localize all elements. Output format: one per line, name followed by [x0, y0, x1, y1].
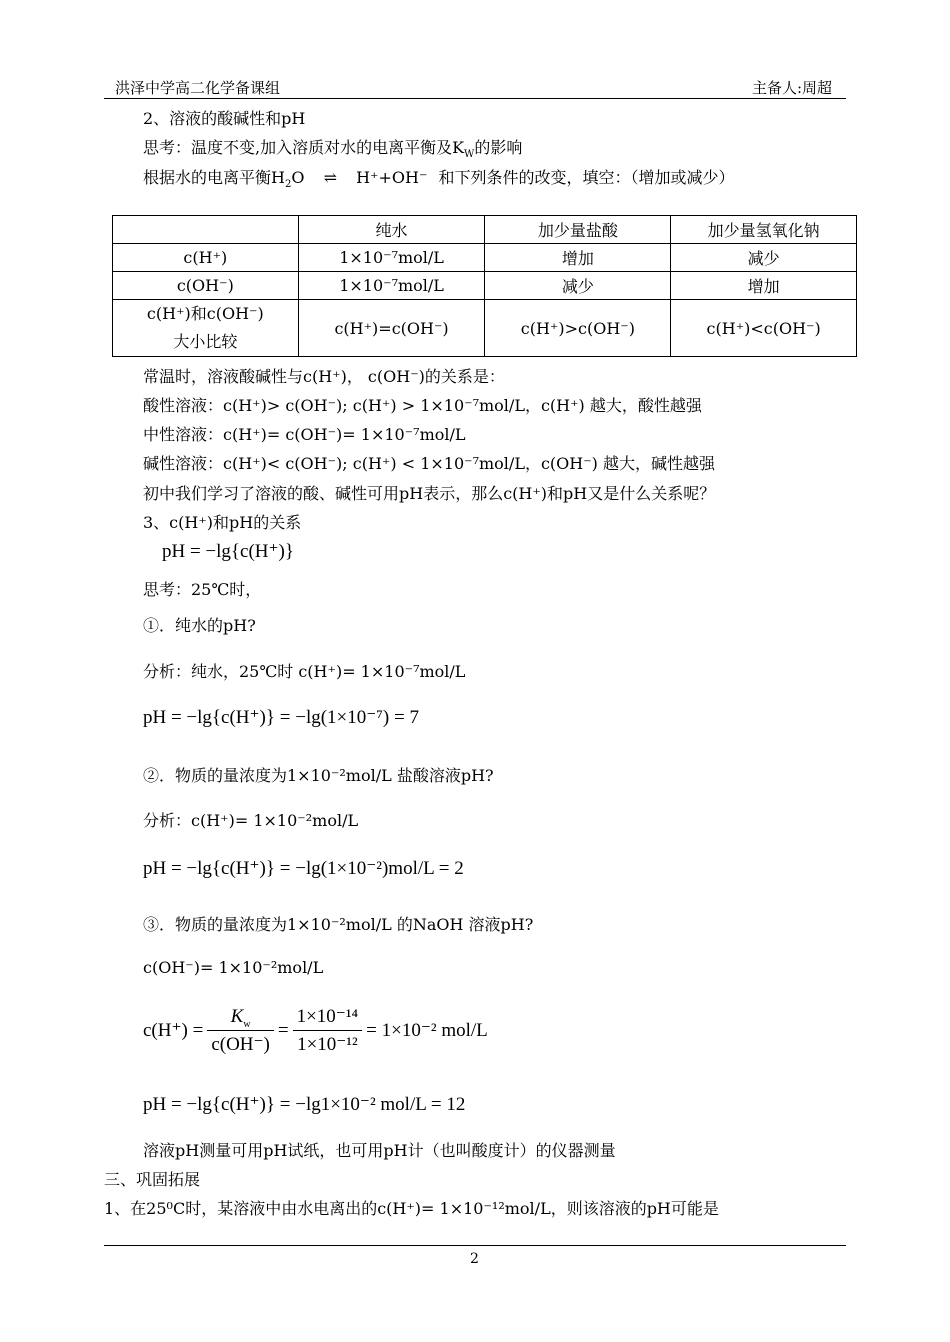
data-table: [112, 215, 857, 357]
kw-denominator: c(OH⁻): [211, 1033, 270, 1055]
analysis-2: 分析：c(H⁺)= 1×10⁻²mol/L: [143, 811, 359, 830]
analysis-3: c(OH⁻)= 1×10⁻²mol/L: [143, 958, 324, 977]
row-label-line1: c(H⁺)和c(OH⁻): [146, 304, 264, 323]
row-label-compare: [113, 300, 299, 357]
kw-fraction: [207, 1006, 274, 1056]
table-header-cell: 纯水: [298, 216, 485, 244]
relation-intro: 常温时，溶液酸碱性与c(H⁺)， c(OH⁻)的关系是：: [143, 367, 505, 386]
equil-prefix: 根据水的电离平衡H: [143, 168, 285, 187]
table-cell: 增加: [671, 272, 857, 300]
think-line: [143, 135, 523, 161]
table-row: [113, 300, 857, 357]
row-label-line2: 大小比较: [173, 332, 238, 351]
equilibrium-arrow: ⇌: [323, 168, 337, 187]
equil-o: O: [291, 168, 305, 187]
section3-title: 3、c(H⁺)和pH的关系: [143, 513, 302, 532]
value-fraction: [293, 1005, 363, 1056]
value-denominator: 1×10⁻¹²: [297, 1034, 358, 1055]
relation-base: 碱性溶液：c(H⁺)< c(OH⁻); c(H⁺) < 1×10⁻⁷mol/L，c(OH⁻) 越大，碱性越强: [143, 454, 715, 473]
question-2: ②．物质的量浓度为1×10⁻²mol/L 盐酸溶液pH?: [143, 766, 494, 785]
think-sub: W: [464, 149, 475, 161]
f3-rhs: = 1×10⁻² mol/L: [366, 1020, 488, 1041]
table-header-cell: [113, 216, 299, 244]
page-number: 2: [470, 1251, 479, 1267]
formula-4: pH = −lg{c(H⁺)} = −lg1×10⁻² mol/L = 12: [143, 1094, 466, 1115]
table-header-cell: 加少量盐酸: [485, 216, 671, 244]
header-rule: [104, 98, 846, 99]
table-header-row: [113, 216, 857, 244]
think-25c: 思考：25℃时，: [143, 580, 262, 599]
equil-ions: H⁺+OH⁻: [356, 168, 428, 187]
section-consolidation-title: 三、巩固拓展: [104, 1170, 201, 1189]
formula-3: [143, 1005, 488, 1056]
formula-1: pH = −lg{c(H⁺)} = −lg(1×10⁻⁷) = 7: [143, 707, 419, 728]
exercise-1: 1、在25⁰C时，某溶液中由水电离出的c(H⁺)= 1×10⁻¹²mol/L，则该溶液的pH可能是: [104, 1199, 719, 1218]
relation-question: 初中我们学习了溶液的酸、碱性可用pH表示，那么c(H⁺)和pH又是什么关系呢？: [143, 484, 716, 503]
footer-rule: [104, 1245, 846, 1246]
ph-formula: pH = −lg{c(H⁺)}: [162, 541, 295, 562]
table-header-cell: 加少量氢氧化钠: [671, 216, 857, 244]
equilibrium-line: [143, 165, 735, 191]
row-label: c(H⁺): [113, 244, 299, 272]
table-cell: 减少: [671, 244, 857, 272]
kw-symbol: K: [230, 1005, 244, 1027]
section-title: 2、溶液的酸碱性和pH: [143, 109, 306, 128]
value-numerator: 1×10⁻¹⁴: [293, 1005, 363, 1031]
think-text: 思考：温度不变,加入溶质对水的电离平衡及K: [143, 138, 465, 157]
kw-sub: w: [243, 1018, 251, 1030]
table-cell: 减少: [485, 272, 671, 300]
equil-sub: 2: [284, 179, 292, 191]
relation-neutral: 中性溶液：c(H⁺)= c(OH⁻)= 1×10⁻⁷mol/L: [143, 425, 466, 444]
table-cell: c(H⁺)<c(OH⁻): [671, 300, 857, 357]
relation-acid: 酸性溶液：c(H⁺)> c(OH⁻); c(H⁺) > 1×10⁻⁷mol/L，c(H⁺) 越大，酸性越强: [143, 396, 702, 415]
table-row: [113, 272, 857, 300]
row-label: c(OH⁻): [113, 272, 299, 300]
table-row: [113, 244, 857, 272]
formula-2: pH = −lg{c(H⁺)} = −lg(1×10⁻²)mol/L = 2: [143, 858, 464, 879]
header-right: 主备人:周超: [752, 79, 833, 97]
table-cell: c(H⁺)=c(OH⁻): [298, 300, 485, 357]
table-cell: 增加: [485, 244, 671, 272]
question-1: ①．纯水的pH?: [143, 616, 256, 635]
measure-note: 溶液pH测量可用pH试纸，也可用pH计（也叫酸度计）的仪器测量: [143, 1141, 616, 1160]
table-cell: 1×10⁻⁷mol/L: [298, 244, 485, 272]
think-tail: 的影响: [474, 138, 523, 157]
f3-lhs: c(H⁺) =: [143, 1020, 204, 1041]
kw-numerator: [207, 1006, 274, 1031]
table-cell: c(H⁺)>c(OH⁻): [485, 300, 671, 357]
header-left: 洪泽中学高二化学备课组: [115, 79, 281, 97]
table-cell: 1×10⁻⁷mol/L: [298, 272, 485, 300]
f3-eq: =: [277, 1019, 289, 1041]
analysis-1: 分析：纯水，25℃时 c(H⁺)= 1×10⁻⁷mol/L: [143, 662, 466, 681]
question-3: ③．物质的量浓度为1×10⁻²mol/L 的NaOH 溶液pH?: [143, 915, 534, 934]
equil-suffix: 和下列条件的改变，填空：（增加或减少）: [438, 168, 735, 187]
